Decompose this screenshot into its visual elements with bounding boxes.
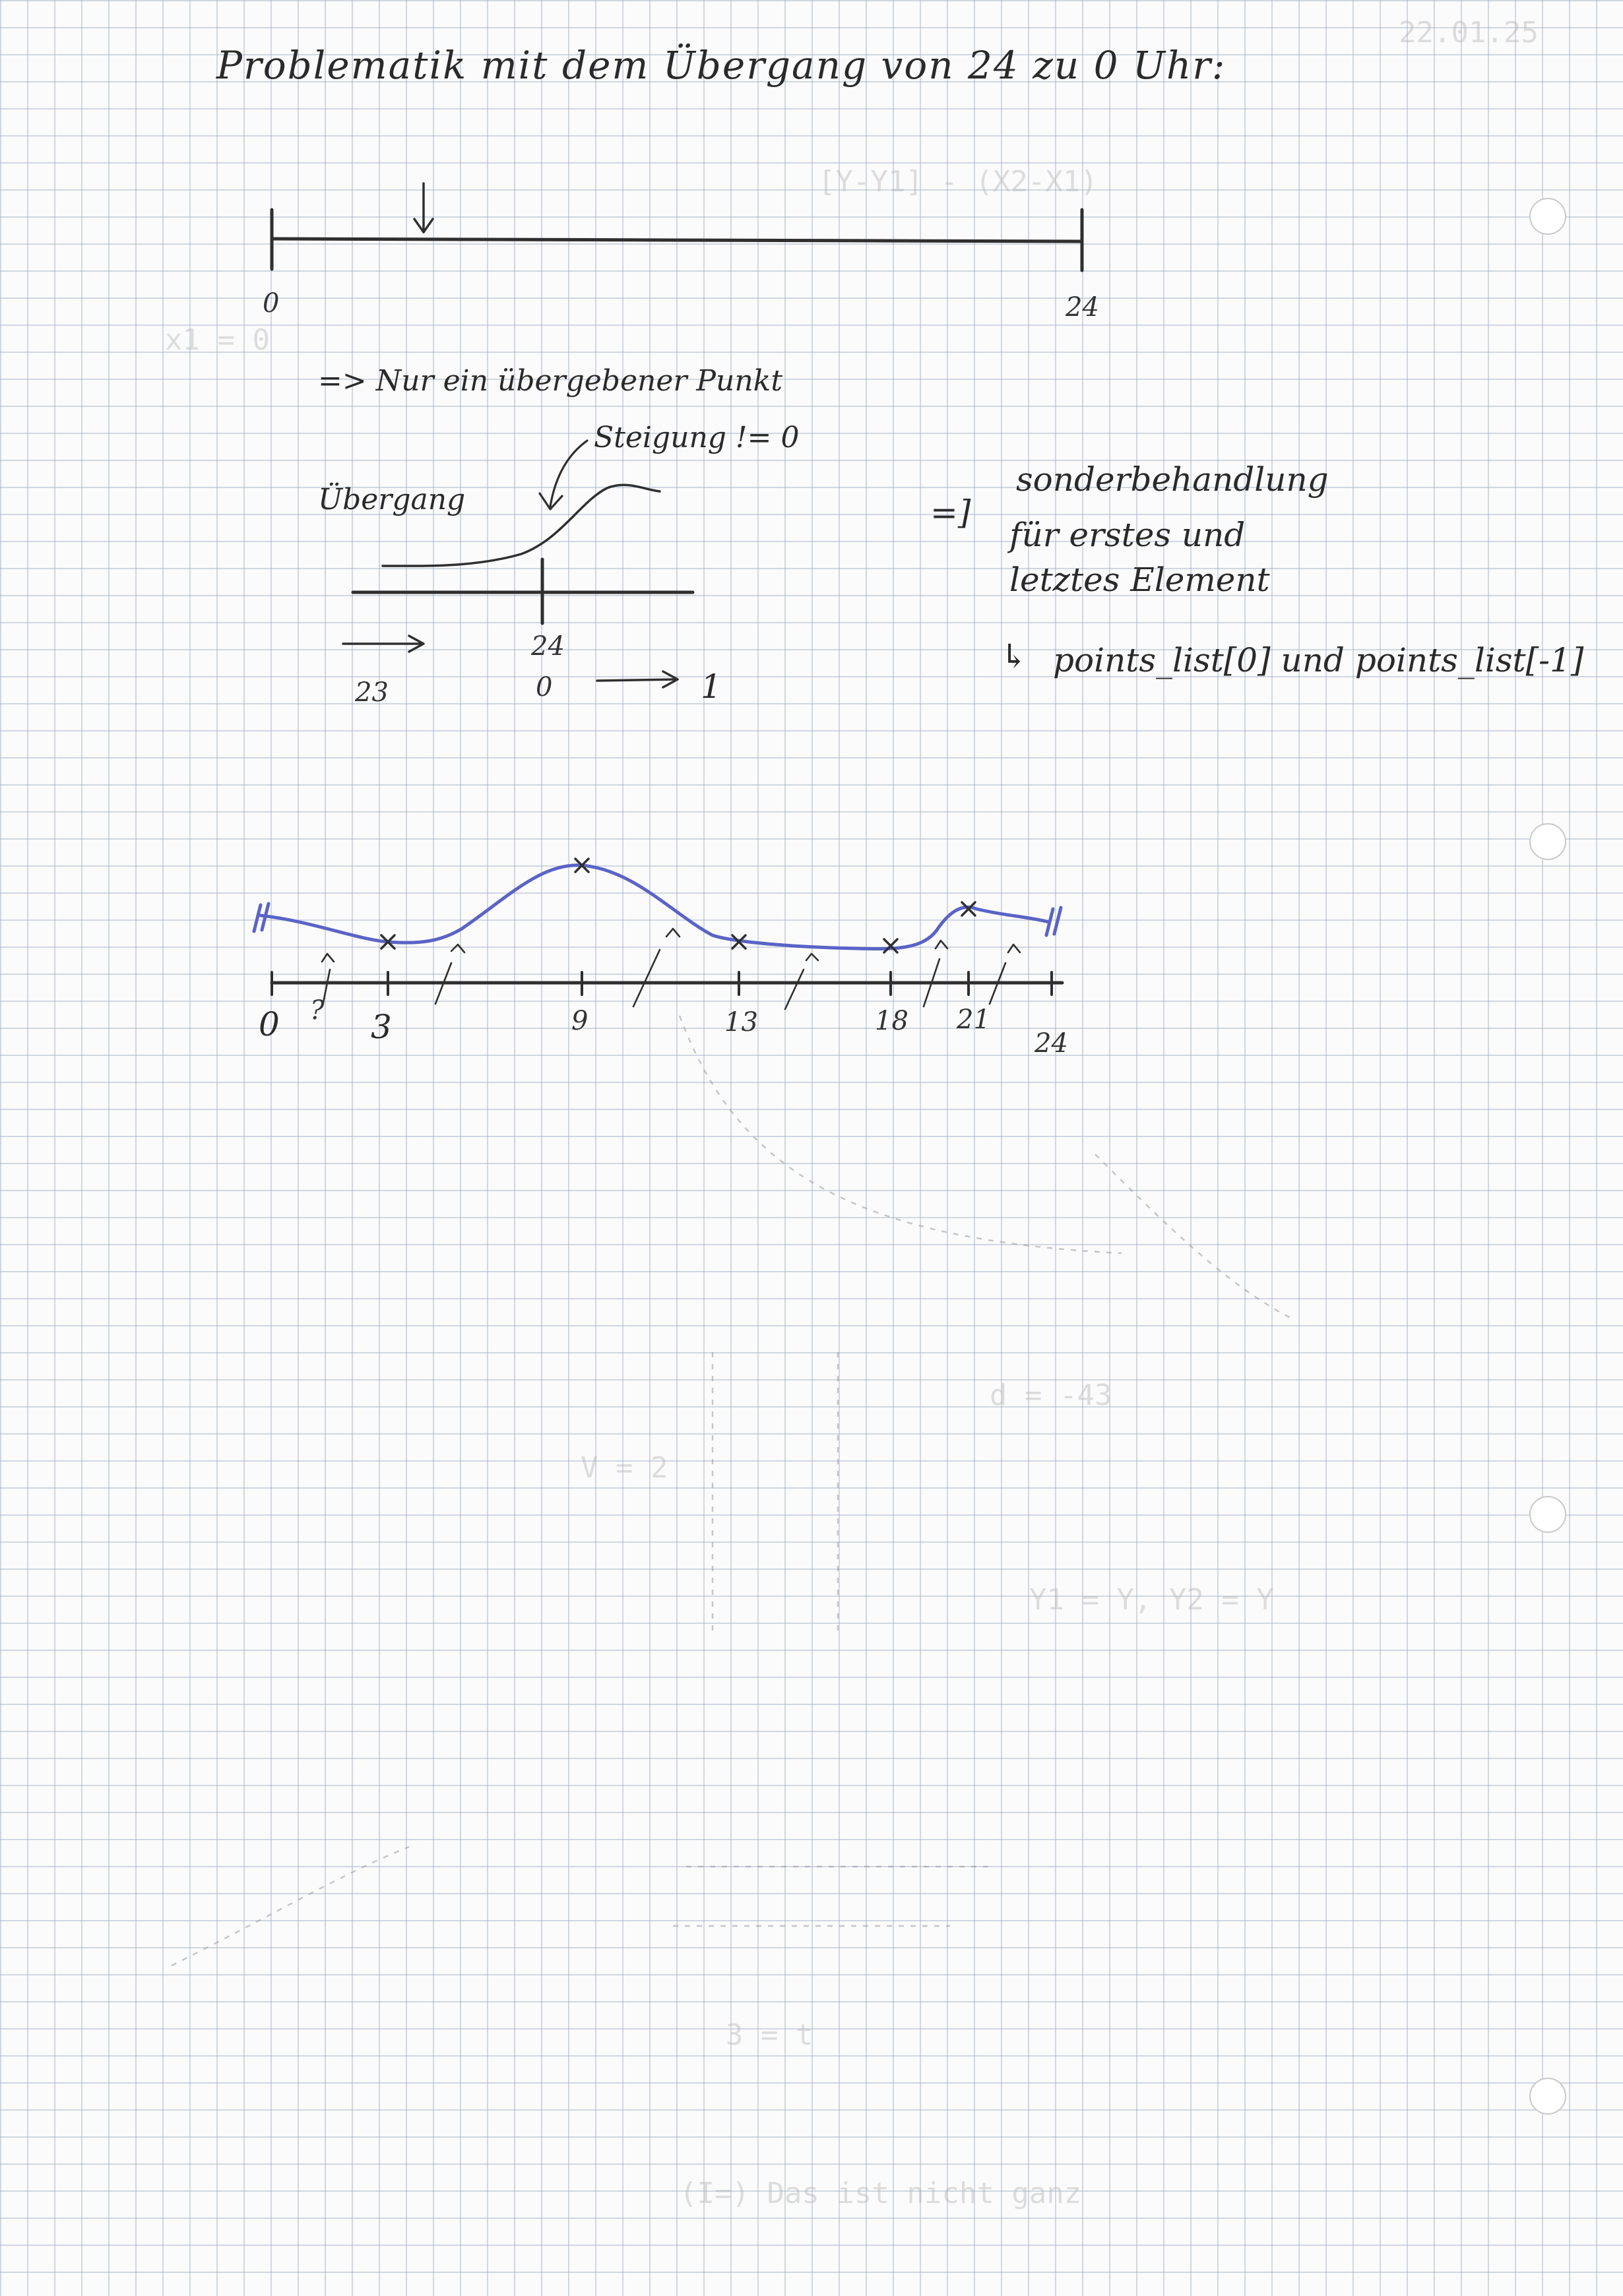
- timeline-2-question-mark: ?: [310, 995, 325, 1026]
- data-points: [381, 859, 975, 952]
- special-line-2: für erstes und: [1009, 516, 1246, 554]
- sketch-tick-bottom-label: 0: [536, 672, 553, 702]
- bleed-formula-2: x1 = 0: [165, 323, 270, 357]
- interpolated-curve: [261, 865, 1049, 949]
- timeline-2-label-0: 0: [259, 1005, 280, 1043]
- bleed-formula-1: [Y-Y1] - (X2-X1): [818, 165, 1098, 199]
- bleed-formula-4: d = -43: [990, 1379, 1112, 1412]
- sketch-right-number: 1: [701, 667, 722, 706]
- curve-end-marks: [254, 904, 1061, 935]
- bleed-formula-6: 3 = t: [726, 2018, 813, 2052]
- timeline-2-label-21: 21: [957, 1005, 990, 1035]
- timeline-2-label-3: 3: [371, 1008, 392, 1046]
- special-line-1: sonderbehandlung: [1016, 460, 1329, 499]
- timeline-2-label-18: 18: [875, 1006, 908, 1036]
- slope-note: Steigung != 0: [594, 421, 800, 454]
- sketch-direction-arrow-1: [343, 636, 424, 652]
- sketch-direction-arrow-2: [597, 671, 678, 687]
- sketch-left-number: 23: [355, 677, 389, 708]
- bleed-formula-7: (I=) Das ist nicht ganz: [680, 2177, 1082, 2210]
- timeline-1-end-label: 24: [1066, 292, 1099, 323]
- special-detail: points_list[0] und points_list[-1]: [1053, 641, 1584, 679]
- timeline-2-label-13: 13: [724, 1007, 758, 1038]
- timeline-2-label-24: 24: [1034, 1028, 1068, 1059]
- special-detail-arrow: ↳: [1000, 637, 1028, 675]
- conclusion-note: => Nur ein übergebener Punkt: [318, 364, 783, 398]
- timeline-1-start-label: 0: [263, 288, 280, 319]
- bleed-formula-5: Y1 = Y, Y2 = Y: [1029, 1583, 1274, 1617]
- timeline-2: [254, 859, 1062, 1009]
- timeline-2-label-9: 9: [571, 1006, 589, 1036]
- page-title: Problematik mit dem Übergang von 24 zu 0 Uhr:: [216, 43, 1226, 88]
- timeline-1: [272, 183, 1082, 270]
- bleed-date: 22.01.25: [1399, 16, 1539, 49]
- special-line-3: letztes Element: [1009, 561, 1270, 599]
- transition-sketch: [343, 441, 693, 687]
- sketch-tick-top-label: 24: [531, 631, 565, 662]
- implication-arrow: =]: [930, 493, 971, 532]
- timeline-1-axis: [272, 239, 1082, 241]
- slope-arrow: [540, 441, 587, 509]
- bleed-formula-3: V = 2: [581, 1451, 668, 1485]
- timeline-1-marker-arrow: [414, 183, 433, 232]
- transition-label: Übergang: [318, 483, 466, 516]
